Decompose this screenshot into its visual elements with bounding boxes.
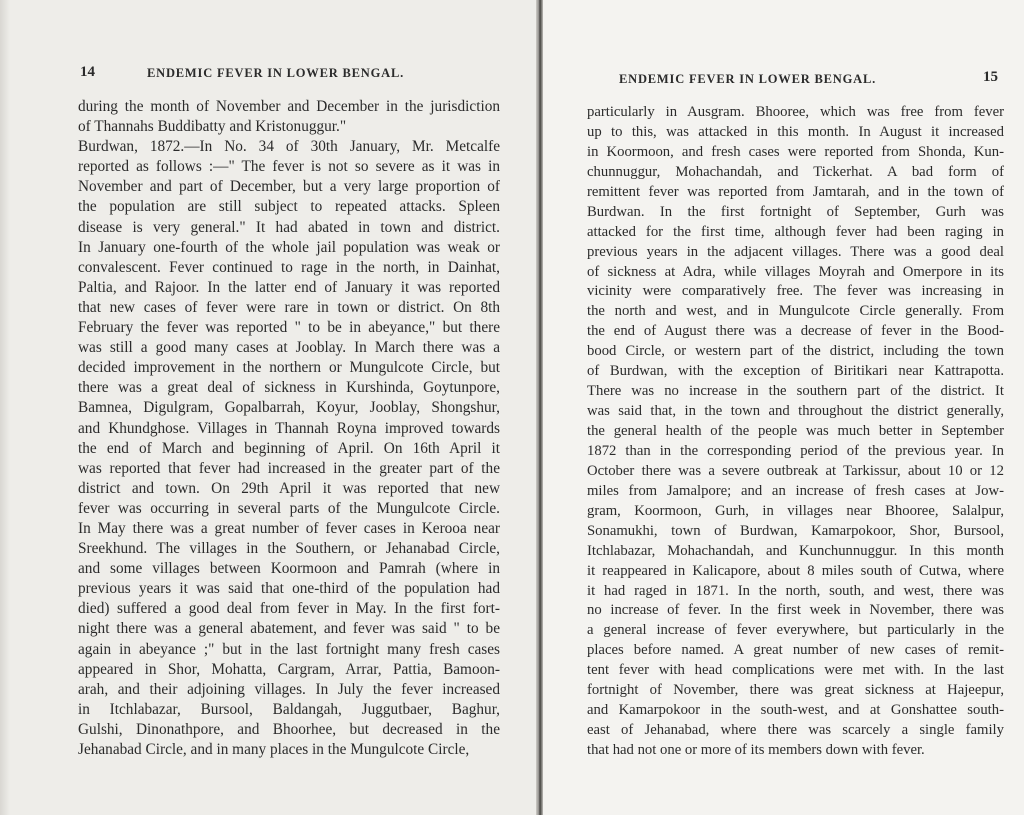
text-line: fortnight of November, there was great sickness at Hajeepur, [587,682,1004,699]
text-line: Paltia, and Rajoor. In the latter end of January it was reported [78,278,500,296]
text-line: There was no increase in the southern part of the district. It [587,383,1004,400]
text-line: miles from Jamalpore; and an increase of fresh cases at Jow- [587,482,1004,499]
text-line: particularly in Ausgram. Bhooree, which was free from fever [587,104,1004,120]
text-line: Gulshi, Dinonathpore, and Bhoorhee, but decreased in the [78,720,500,738]
text-line: November and part of December, but a very large proportion of [78,178,500,196]
text-line: convalescent. Fever continued to rage in the north, in Dainhat, [78,258,500,276]
text-line: it reappeared in Kalicapore, about 8 miles south of Cutwa, where [587,562,1004,579]
text-line: the general health of the people was much better in September [587,423,1004,439]
text-line: was still a good many cases at Jooblay. In March there was a [78,339,500,357]
right-page [543,0,1024,815]
text-line: a general increase of fever everywhere, but particularly in the [587,622,1004,639]
text-line: there was a great deal of sickness in Kurshinda, Goytunpore, [78,379,500,397]
page-edge [0,0,10,815]
text-line: bood Circle, or western part of the district, including the town [587,343,1004,360]
page-text [78,97,500,760]
text-line: no increase of fever. In the first week in November, there was [587,602,1004,619]
text-line: Burdwan, 1872.—In No. 34 of 30th January, Mr. Metcalfe [78,138,500,156]
text-line: October there was a severe outbreak at Tarkissur, about 10 or 12 [587,462,1004,479]
text-line: remittent fever was reported from Jamtarah, and in the town of [587,183,1004,200]
text-line: Sonamukhi, town of Burdwan, Kamarpokoor, Shor, Bursool, [587,522,1004,539]
book-gutter [536,0,543,815]
text-line: that new cases of fever were rare in town or district. On 8th [78,298,500,316]
text-line: attacked for the first time, although fever had been raging in [587,223,1004,240]
text-line: places before named. A great number of new cases of remit- [587,642,1004,659]
text-line: previous years in the adjacent villages. There was a good deal [587,243,1004,260]
text-line: decided improvement in the northern or Mungulcote Circle, but [78,359,500,377]
page-number: 14 [80,64,95,80]
text-line: Bamnea, Digulgram, Gopalbarrah, Koyur, Jooblay, Shongshur, [78,399,500,417]
text-line: it had raged in 1871. In the north, south, and west, there was [587,582,1004,599]
text-line: tent fever with head complications were met with. In the last [587,662,1004,679]
text-line: disease is very general." It had abated in town and district. [78,218,500,236]
text-line: night there was a general abatement, and fever was said " to be [78,620,500,638]
text-line: that had not one or more of its members down with fever. [587,742,925,758]
running-head: ENDEMIC FEVER IN LOWER BENGAL. [619,72,877,86]
text-line: died) suffered a good deal from fever in May. In the first fort- [78,600,500,618]
text-line: and some villages between Koormoon and Pamrah (where in [78,560,500,578]
text-line: arah, and their adjoining villages. In July the fever increased [78,680,500,698]
text-line: in Itchlabazar, Bursool, Baldangah, Juggutbaer, Baghur, [78,700,500,718]
text-line: fever was occurring in several parts of the Mungulcote Circle. [78,499,500,517]
text-line: the north and west, and in Mungulcote Circle generally. From [587,303,1004,320]
text-line: during the month of November and December in the jurisdiction [78,98,500,115]
text-line: reported as follows :—" The fever is not so severe as it was in [78,158,500,176]
page-text [587,103,1004,761]
text-line: the end of March and beginning of April. On 16th April it [78,439,500,457]
text-line: the population are still subject to repeated attacks. Spleen [78,198,500,216]
text-line: was reported that fever had increased in the greater part of the [78,459,500,477]
text-line: 1872 than in the corresponding period of the previous year. In [587,442,1004,459]
text-line: In May there was a great number of fever cases in Kerooa near [78,519,500,537]
text-line: district and town. On 29th April it was reported that new [78,479,500,497]
text-line: up to this, was attacked in this month. In August it increased [587,123,1004,140]
text-line: of Burdwan, with the exception of Biritikari near Kattrapotta. [587,363,1004,380]
text-line: vicinity were comparatively free. The fever was increasing in [587,283,1004,300]
text-line: Jehanabad Circle, and in many places in the Mungulcote Circle, [78,741,470,758]
text-line: and Kamarpokoor in the south-west, and at Gonshattee south- [587,702,1004,719]
text-line: again in abeyance ;" but in the last fortnight many fresh cases [78,640,500,658]
text-line: in Koormoon, and fresh cases were reported from Shonda, Kun- [587,143,1004,160]
text-line: Sreekhund. The villages in the Southern, or Jehanabad Circle, [78,540,500,558]
text-line: In January one-fourth of the whole jail population was weak or [78,238,500,256]
text-line: gram, Koormoon, Gurh, in villages near Bhooree, Salalpur, [587,502,1004,519]
page-number: 15 [983,69,998,85]
text-line: was said that, in the town and throughout the district generally, [587,403,1004,420]
text-line: of sickness at Adra, while villages Moyrah and Omerpore in its [587,263,1004,280]
text-line: Burdwan. In the first fortnight of September, Gurh was [587,203,1004,220]
text-line: appeared in Shor, Mohatta, Cargram, Arrar, Pattia, Bamoon- [78,660,500,678]
text-line: chunnuggur, Mohachandah, and Tickerhat. A bad form of [587,163,1004,180]
running-head: ENDEMIC FEVER IN LOWER BENGAL. [147,66,405,80]
text-line: the end of August there was a decrease of fever in the Bood- [587,323,1004,340]
text-line: February the fever was reported " to be in abeyance," but there [78,319,500,337]
text-line: east of Jehanabad, where there was scarcely a single family [587,722,1004,739]
text-line: of Thannahs Buddibatty and Kristonuggur." [78,118,347,136]
text-line: previous years it was said that one-third of the population had [78,580,500,598]
text-line: Itchlabazar, Mohachandah, and Kunchunnuggur. In this month [587,542,1004,559]
text-line: and Khundghose. Villages in Thannah Royna improved towards [78,419,500,437]
